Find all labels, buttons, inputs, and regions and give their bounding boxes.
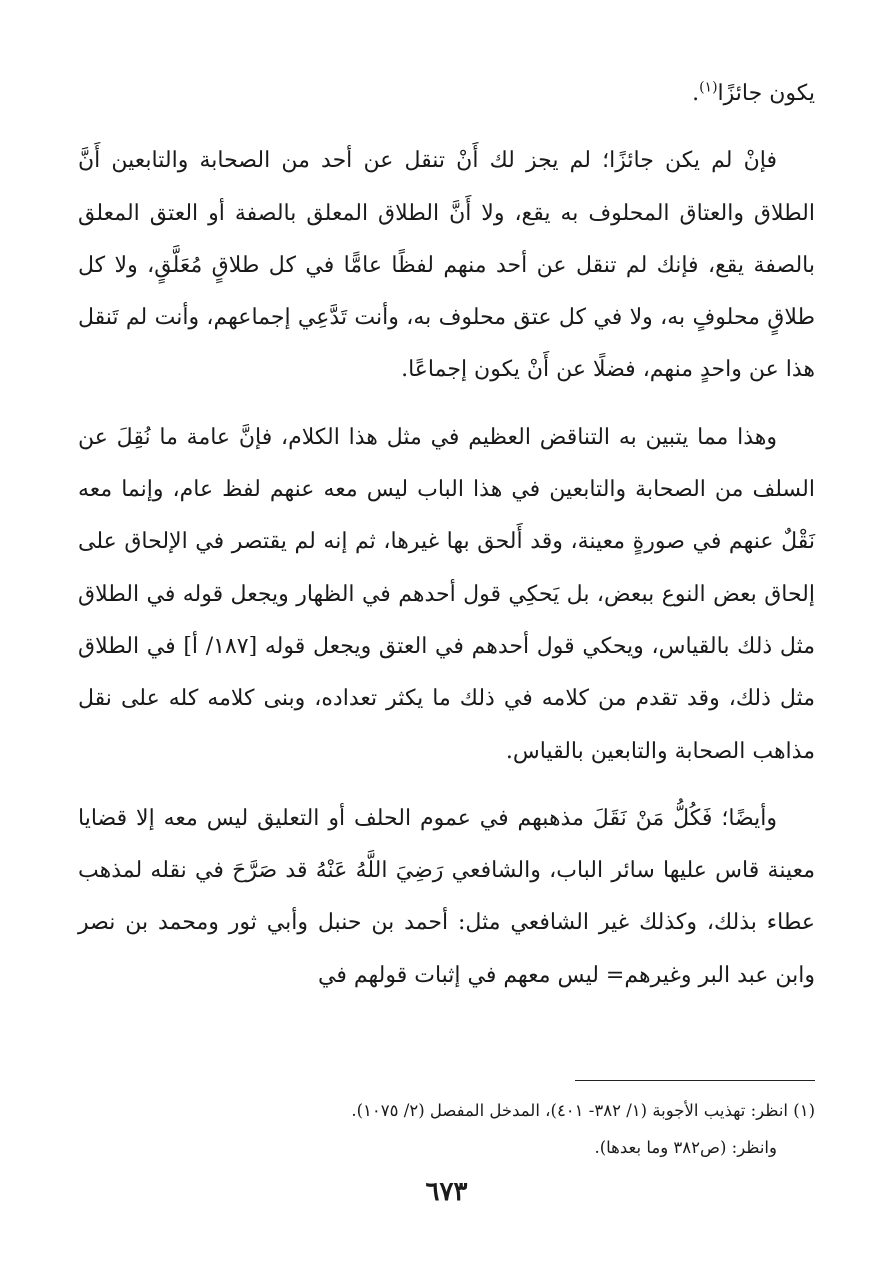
footnotes [78,1092,815,1166]
footnote-reference[interactable]: (١) [699,79,718,96]
footnote-1: (١) انظر: تهذيب الأجوبة (١/ ٣٨٢- ٤٠١)، المدخل المفصل (٢/ ١٠٧٥). [351,1101,815,1120]
paragraph-2: فإنْ لم يكن جائزًا؛ لم يجز لك أَنْ تنقل عن أحد من الصحابة والتابعين أَنَّ الطلاق والعتاق المحلوف به يقع، ولا أَنَّ الطلاق المعلق بالصفة أو العتق المعلق بالصفة يقع، فإنك لم تنقل عن أحد منهم لفظًا عامًّا في كل طلاقٍ مُعَلَّقٍ، ولا كل طلاقٍ محلوفٍ به، ولا في كل عتق محلوف به، وأنت تَدَّعِي إجماعهم، وأنت لم تَنقل هذا عن واحدٍ منهم، فضلًا عن أَنْ يكون إجماعًا. [78,148,815,383]
paragraph-1 [78,68,815,120]
footnote-separator [575,1080,815,1081]
paragraph-1-text: يكون جائزًا [717,81,815,106]
page-number: ٦٧٣ [425,1177,468,1207]
paragraph-3: وهذا مما يتبين به التناقض العظيم في مثل هذا الكلام، فإنَّ عامة ما نُقِلَ عن السلف من الصحابة والتابعين في هذا الباب ليس معه عنهم لفظ عام، وإنما معه نَقْلٌ عنهم في صورةٍ معينة، وقد أَلحق بها غيرها، ثم إنه لم يقتصر في الإلحاق على إلحاق بعض النوع ببعض، بل يَحكِي قول أحدهم في الظهار ويجعل قوله في الطلاق مثل ذلك بالقياس، ويحكي قول أحدهم في العتق ويجعل قوله [١٨٧/ أ] في الطلاق مثل ذلك، وقد تقدم من كلامه في ذلك ما يكثر تعداده، وبنى كلامه كله على نقل مذاهب الصحابة والتابعين بالقياس. [78,424,815,764]
paragraph-1-period: . [692,81,700,106]
main-text [78,68,815,1002]
paragraph-4: وأيضًا؛ فَكُلُّ مَنْ نَقَلَ مذهبهم في عموم الحلف أو التعليق ليس معه إلا قضايا معينة قاس عليها سائر الباب، والشافعي رَضِيَ اللَّهُ عَنْهُ قد صَرَّحَ في نقله لمذهب عطاء بذلك، وكذلك غير الشافعي مثل: أحمد بن حنبل وأبي ثور ومحمد بن نصر وابن عبد البر وغيرهم= ليس معهم في إثبات قولهم في [78,805,815,988]
footnote-1-continuation: وانظر: (ص٣٨٢ وما بعدها). [594,1138,777,1157]
